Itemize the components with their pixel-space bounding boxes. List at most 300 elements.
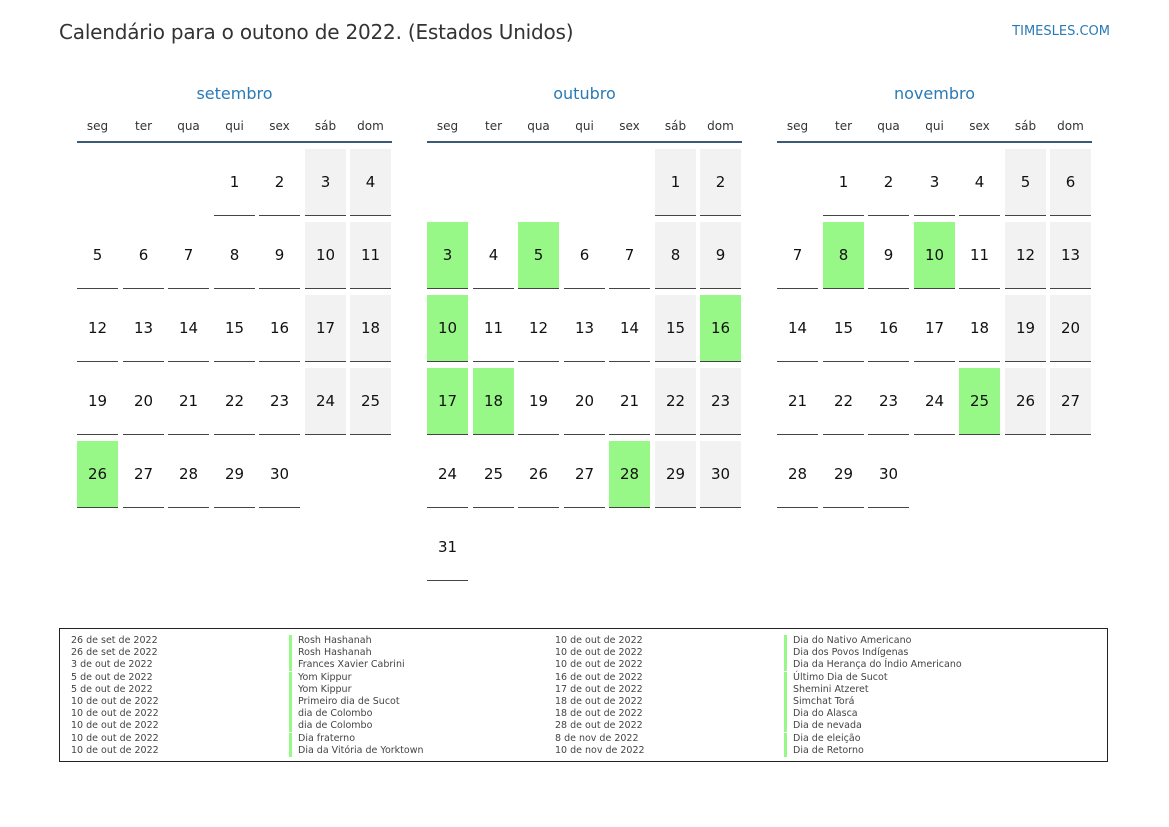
day-underline	[123, 507, 164, 508]
day-cell[interactable]	[959, 295, 1000, 361]
day-cell[interactable]	[1050, 222, 1091, 288]
day-number: 2	[883, 173, 894, 191]
legend-holiday-name: Primeiro dia de Sucot	[289, 696, 400, 708]
day-number: 6	[138, 246, 149, 264]
day-cell[interactable]	[823, 441, 864, 507]
weekday-label: sáb	[1014, 119, 1037, 133]
legend-holiday-name: Rosh Hashanah	[289, 635, 372, 647]
day-cell[interactable]	[305, 295, 346, 361]
legend-holiday-name: Último Dia de Sucot	[784, 672, 888, 684]
day-underline	[609, 507, 650, 508]
day-underline	[214, 434, 255, 435]
day-underline	[123, 288, 164, 289]
day-cell[interactable]	[777, 295, 818, 361]
day-cell[interactable]	[777, 368, 818, 434]
day-cell[interactable]	[259, 368, 300, 434]
day-number: 28	[787, 465, 808, 483]
day-underline	[350, 361, 391, 362]
day-number: 13	[1060, 246, 1081, 264]
weekday-label: dom	[707, 119, 734, 133]
day-cell[interactable]	[564, 222, 605, 288]
day-number: 21	[619, 392, 640, 410]
day-cell[interactable]	[473, 222, 514, 288]
legend-holiday-name: Dia de Retorno	[784, 745, 864, 757]
weekday-label: qui	[225, 119, 244, 133]
day-cell[interactable]	[214, 295, 255, 361]
weekday-label: seg	[436, 119, 459, 133]
legend-date: 10 de out de 2022	[71, 732, 159, 744]
day-cell[interactable]	[868, 222, 909, 288]
legend-date: 26 de set de 2022	[71, 635, 158, 646]
day-number: 22	[833, 392, 854, 410]
day-underline	[473, 507, 514, 508]
day-cell[interactable]	[518, 295, 559, 361]
day-number: 16	[710, 319, 731, 337]
day-cell[interactable]	[77, 368, 118, 434]
day-underline	[123, 434, 164, 435]
day-cell[interactable]	[214, 441, 255, 507]
legend-date: 16 de out de 2022	[555, 671, 643, 683]
day-cell[interactable]	[427, 368, 468, 434]
day-underline	[777, 434, 818, 435]
day-underline	[168, 288, 209, 289]
day-number: 19	[528, 392, 549, 410]
day-cell[interactable]	[77, 441, 118, 507]
day-number: 8	[229, 246, 240, 264]
day-number: 14	[178, 319, 199, 337]
day-number: 27	[133, 465, 154, 483]
day-cell[interactable]	[700, 441, 741, 507]
weekday-label: ter	[834, 119, 853, 133]
day-underline	[350, 288, 391, 289]
day-cell[interactable]	[518, 222, 559, 288]
day-number: 16	[878, 319, 899, 337]
day-underline	[168, 434, 209, 435]
day-underline	[823, 507, 864, 508]
day-number: 15	[224, 319, 245, 337]
day-number: 18	[483, 392, 504, 410]
day-cell[interactable]	[1050, 295, 1091, 361]
day-cell[interactable]	[305, 149, 346, 215]
weekday-label: sáb	[314, 119, 337, 133]
day-cell[interactable]	[655, 441, 696, 507]
day-number: 31	[437, 538, 458, 556]
day-underline	[427, 434, 468, 435]
day-cell[interactable]	[305, 368, 346, 434]
day-cell[interactable]	[564, 441, 605, 507]
day-cell[interactable]	[350, 368, 391, 434]
legend-date: 18 de out de 2022	[555, 708, 643, 720]
day-number: 30	[710, 465, 731, 483]
day-number: 23	[269, 392, 290, 410]
weekday-label: dom	[357, 119, 384, 133]
day-underline	[959, 215, 1000, 216]
day-number: 20	[133, 392, 154, 410]
day-number: 3	[929, 173, 940, 191]
day-underline	[427, 507, 468, 508]
day-number: 22	[665, 392, 686, 410]
day-underline	[823, 215, 864, 216]
weekday-label: seg	[86, 119, 109, 133]
day-number: 5	[92, 246, 103, 264]
day-number: 11	[969, 246, 990, 264]
legend-date: 10 de out de 2022	[71, 720, 159, 732]
month-name: setembro	[196, 84, 273, 103]
day-underline	[1050, 361, 1091, 362]
day-underline	[868, 288, 909, 289]
day-cell[interactable]	[700, 295, 741, 361]
day-cell[interactable]	[1050, 149, 1091, 215]
day-number: 26	[528, 465, 549, 483]
day-underline	[868, 361, 909, 362]
day-underline	[473, 361, 514, 362]
legend-holiday-name: Yom Kippur	[289, 684, 351, 696]
day-underline	[473, 434, 514, 435]
day-number: 27	[574, 465, 595, 483]
day-cell[interactable]	[427, 514, 468, 580]
day-number: 5	[533, 246, 544, 264]
day-cell[interactable]	[427, 222, 468, 288]
month-name: novembro	[894, 84, 975, 103]
day-cell[interactable]	[868, 149, 909, 215]
weekday-label: dom	[1057, 119, 1084, 133]
day-cell[interactable]	[777, 222, 818, 288]
day-cell[interactable]	[168, 368, 209, 434]
month-novembro	[777, 84, 1092, 594]
day-underline	[473, 288, 514, 289]
month-name: outubro	[553, 84, 616, 103]
day-number: 26	[87, 465, 108, 483]
day-cell[interactable]	[259, 149, 300, 215]
day-underline	[1005, 288, 1046, 289]
day-number: 4	[365, 173, 376, 191]
day-cell[interactable]	[564, 368, 605, 434]
day-number: 16	[269, 319, 290, 337]
day-underline	[350, 215, 391, 216]
page-title: Calendário para o outono de 2022. (Estados Unidos)	[59, 20, 574, 44]
day-cell[interactable]	[655, 295, 696, 361]
day-cell[interactable]	[518, 368, 559, 434]
day-cell[interactable]	[123, 368, 164, 434]
day-cell[interactable]	[1050, 368, 1091, 434]
day-cell[interactable]	[168, 441, 209, 507]
day-number: 23	[878, 392, 899, 410]
day-cell[interactable]	[959, 222, 1000, 288]
legend-holiday-name: Simchat Torá	[784, 696, 854, 708]
legend-holiday-name: Dia da Vitória de Yorktown	[289, 745, 424, 757]
day-underline	[564, 507, 605, 508]
day-number: 24	[437, 465, 458, 483]
day-cell[interactable]	[473, 441, 514, 507]
day-underline	[609, 288, 650, 289]
day-underline	[777, 507, 818, 508]
day-cell[interactable]	[259, 441, 300, 507]
weekday-label: qua	[177, 119, 200, 133]
day-cell[interactable]	[473, 368, 514, 434]
day-cell[interactable]	[214, 368, 255, 434]
day-underline	[959, 361, 1000, 362]
day-number: 1	[838, 173, 849, 191]
day-cell[interactable]	[305, 222, 346, 288]
day-cell[interactable]	[868, 368, 909, 434]
brand-link[interactable]: TIMESLES.COM	[1012, 24, 1110, 39]
weekday-label: ter	[134, 119, 153, 133]
day-cell[interactable]	[823, 149, 864, 215]
day-number: 9	[274, 246, 285, 264]
day-cell[interactable]	[609, 222, 650, 288]
day-cell[interactable]	[427, 441, 468, 507]
day-underline	[305, 434, 346, 435]
legend-date: 10 de out de 2022	[71, 744, 159, 756]
day-number: 3	[442, 246, 453, 264]
day-underline	[214, 288, 255, 289]
day-number: 12	[1015, 246, 1036, 264]
day-number: 4	[974, 173, 985, 191]
day-cell[interactable]	[823, 295, 864, 361]
day-number: 14	[619, 319, 640, 337]
day-underline	[427, 288, 468, 289]
legend-holiday-name: Dia da Herança do Índio Americano	[784, 659, 962, 671]
day-number: 10	[315, 246, 336, 264]
day-underline	[259, 507, 300, 508]
day-underline	[868, 507, 909, 508]
day-number: 6	[579, 246, 590, 264]
legend-holiday-name: dia de Colombo	[289, 708, 372, 720]
day-number: 28	[619, 465, 640, 483]
day-underline	[868, 434, 909, 435]
day-number: 29	[224, 465, 245, 483]
day-cell[interactable]	[823, 222, 864, 288]
day-underline	[655, 361, 696, 362]
day-underline	[914, 361, 955, 362]
day-cell[interactable]	[1005, 295, 1046, 361]
day-number: 5	[1020, 173, 1031, 191]
legend-date: 8 de nov de 2022	[555, 732, 639, 744]
weekday-label: sex	[969, 119, 990, 133]
legend-date: 5 de out de 2022	[71, 671, 153, 683]
day-cell[interactable]	[959, 368, 1000, 434]
day-underline	[427, 361, 468, 362]
day-underline	[1050, 288, 1091, 289]
day-number: 12	[528, 319, 549, 337]
day-number: 25	[969, 392, 990, 410]
day-underline	[1005, 361, 1046, 362]
day-cell[interactable]	[518, 441, 559, 507]
legend-holiday-name: Rosh Hashanah	[289, 647, 372, 659]
day-number: 14	[787, 319, 808, 337]
day-underline	[305, 288, 346, 289]
legend-holiday-name: dia de Colombo	[289, 720, 372, 732]
day-cell[interactable]	[168, 222, 209, 288]
day-number: 25	[360, 392, 381, 410]
weekday-label: sáb	[664, 119, 687, 133]
day-cell[interactable]	[609, 295, 650, 361]
day-cell[interactable]	[168, 295, 209, 361]
day-underline	[609, 361, 650, 362]
day-cell[interactable]	[1005, 368, 1046, 434]
day-underline	[823, 288, 864, 289]
day-number: 4	[488, 246, 499, 264]
header-divider	[777, 141, 1092, 143]
legend-date: 3 de out de 2022	[71, 659, 153, 671]
day-cell[interactable]	[427, 295, 468, 361]
day-number: 3	[320, 173, 331, 191]
day-underline	[1005, 434, 1046, 435]
day-number: 24	[315, 392, 336, 410]
legend-holiday-name: Yom Kippur	[289, 672, 351, 684]
day-underline	[609, 434, 650, 435]
day-underline	[123, 361, 164, 362]
day-cell[interactable]	[914, 295, 955, 361]
day-underline	[564, 434, 605, 435]
day-cell[interactable]	[123, 222, 164, 288]
day-underline	[77, 434, 118, 435]
day-number: 22	[224, 392, 245, 410]
legend-date: 26 de set de 2022	[71, 647, 158, 659]
day-cell[interactable]	[914, 149, 955, 215]
day-number: 29	[665, 465, 686, 483]
day-underline	[700, 215, 741, 216]
weekday-label: qui	[575, 119, 594, 133]
day-number: 15	[833, 319, 854, 337]
legend-holiday-name: Dia de nevada	[784, 720, 862, 732]
weekday-label: seg	[786, 119, 809, 133]
legend-date: 10 de out de 2022	[71, 708, 159, 720]
day-cell[interactable]	[1005, 149, 1046, 215]
day-underline	[959, 288, 1000, 289]
day-number: 9	[715, 246, 726, 264]
day-cell[interactable]	[123, 295, 164, 361]
day-underline	[655, 434, 696, 435]
day-cell[interactable]	[214, 222, 255, 288]
day-underline	[259, 288, 300, 289]
weekday-label: sex	[269, 119, 290, 133]
day-cell[interactable]	[259, 222, 300, 288]
day-cell[interactable]	[868, 295, 909, 361]
day-cell[interactable]	[77, 295, 118, 361]
day-cell[interactable]	[700, 222, 741, 288]
day-number: 9	[883, 246, 894, 264]
day-cell[interactable]	[959, 149, 1000, 215]
day-cell[interactable]	[914, 368, 955, 434]
day-number: 8	[670, 246, 681, 264]
day-cell[interactable]	[700, 368, 741, 434]
day-number: 1	[229, 173, 240, 191]
day-cell[interactable]	[655, 149, 696, 215]
day-cell[interactable]	[473, 295, 514, 361]
weekday-label: sex	[619, 119, 640, 133]
day-number: 8	[838, 246, 849, 264]
day-underline	[655, 215, 696, 216]
weekday-label: ter	[484, 119, 503, 133]
header-divider	[77, 141, 392, 143]
day-underline	[214, 507, 255, 508]
day-number: 30	[878, 465, 899, 483]
legend-date: 18 de out de 2022	[555, 696, 643, 707]
day-cell[interactable]	[655, 368, 696, 434]
day-underline	[777, 361, 818, 362]
day-cell[interactable]	[350, 222, 391, 288]
day-number: 1	[670, 173, 681, 191]
day-number: 2	[274, 173, 285, 191]
weekday-label: qua	[877, 119, 900, 133]
day-underline	[259, 434, 300, 435]
legend-holiday-name: Dia fraterno	[289, 733, 355, 745]
day-number: 21	[787, 392, 808, 410]
day-underline	[518, 361, 559, 362]
day-underline	[259, 361, 300, 362]
day-cell[interactable]	[1005, 222, 1046, 288]
day-number: 13	[133, 319, 154, 337]
day-number: 7	[792, 246, 803, 264]
day-number: 19	[87, 392, 108, 410]
day-cell[interactable]	[823, 368, 864, 434]
legend-holiday-name: Dia dos Povos Indígenas	[784, 647, 908, 659]
day-underline	[168, 361, 209, 362]
day-number: 24	[924, 392, 945, 410]
legend-date: 10 de out de 2022	[71, 696, 159, 707]
day-cell[interactable]	[564, 295, 605, 361]
day-underline	[700, 507, 741, 508]
day-cell[interactable]	[123, 441, 164, 507]
day-cell[interactable]	[77, 222, 118, 288]
day-underline	[214, 361, 255, 362]
day-underline	[1050, 215, 1091, 216]
day-cell[interactable]	[214, 149, 255, 215]
day-underline	[518, 288, 559, 289]
day-cell[interactable]	[609, 368, 650, 434]
day-cell[interactable]	[259, 295, 300, 361]
legend-date: 28 de out de 2022	[555, 720, 643, 732]
day-underline	[1050, 434, 1091, 435]
day-underline	[700, 288, 741, 289]
day-cell[interactable]	[350, 149, 391, 215]
day-underline	[914, 288, 955, 289]
legend-date: 10 de out de 2022	[555, 647, 643, 659]
day-underline	[823, 361, 864, 362]
day-cell[interactable]	[350, 295, 391, 361]
day-number: 27	[1060, 392, 1081, 410]
day-number: 7	[183, 246, 194, 264]
day-number: 6	[1065, 173, 1076, 191]
day-number: 2	[715, 173, 726, 191]
legend-holiday-name: Dia do Nativo Americano	[784, 635, 911, 647]
day-underline	[914, 434, 955, 435]
legend-holiday-name: Dia de eleição	[784, 733, 861, 745]
day-cell[interactable]	[655, 222, 696, 288]
day-number: 12	[87, 319, 108, 337]
day-underline	[77, 507, 118, 508]
day-cell[interactable]	[868, 441, 909, 507]
day-underline	[259, 215, 300, 216]
day-underline	[655, 507, 696, 508]
legend-holiday-name: Frances Xavier Cabrini	[289, 659, 405, 671]
day-number: 25	[483, 465, 504, 483]
day-cell[interactable]	[609, 441, 650, 507]
day-underline	[427, 580, 468, 581]
day-cell[interactable]	[914, 222, 955, 288]
legend-date: 10 de nov de 2022	[555, 744, 645, 756]
day-number: 18	[969, 319, 990, 337]
day-cell[interactable]	[700, 149, 741, 215]
month-outubro	[427, 84, 742, 594]
day-underline	[564, 288, 605, 289]
day-underline	[564, 361, 605, 362]
legend-date: 10 de out de 2022	[555, 635, 643, 646]
day-cell[interactable]	[777, 441, 818, 507]
day-number: 15	[665, 319, 686, 337]
day-underline	[700, 434, 741, 435]
